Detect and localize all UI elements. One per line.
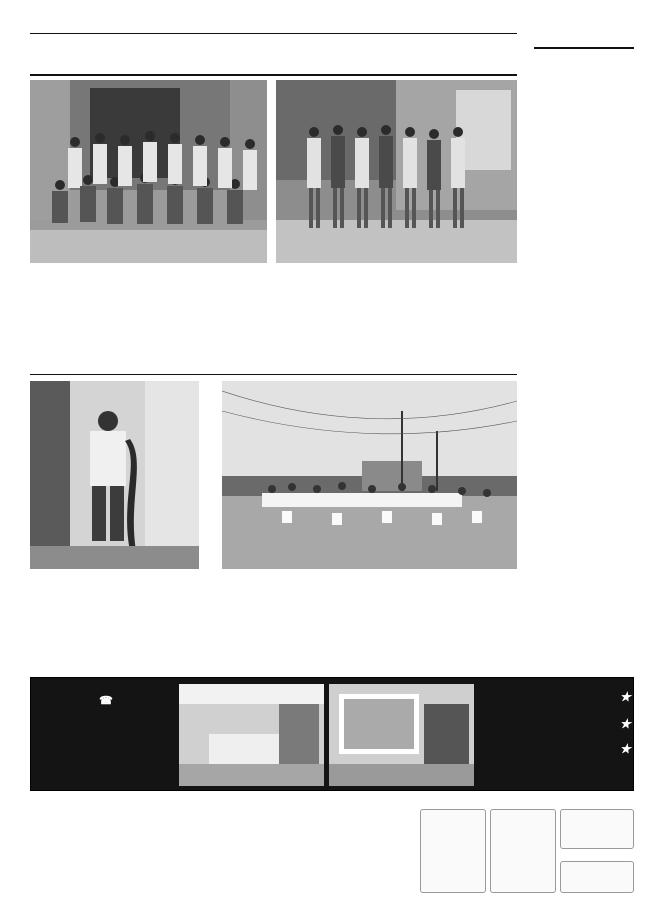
- service-item: ★: [619, 717, 631, 731]
- dental-advert[interactable]: [30, 677, 634, 791]
- divider: [30, 374, 517, 375]
- euro-box: [560, 861, 634, 893]
- photo-la-tejera: [222, 381, 517, 569]
- service-item: ★: [619, 742, 631, 756]
- advert-text: [37, 684, 175, 786]
- photo-conger: [30, 381, 199, 569]
- nacional-box: [560, 809, 634, 849]
- advert-services: [479, 684, 631, 786]
- clinic-photo-2: [329, 684, 474, 786]
- brand-rule: [30, 74, 517, 76]
- sidebar-title: [534, 47, 634, 49]
- top-rule: [30, 33, 517, 34]
- service-item: ★: [619, 690, 631, 704]
- gordo-box: [420, 809, 486, 893]
- clinic-photo-1: [179, 684, 324, 786]
- phone-sidebar: [534, 47, 634, 49]
- lottery-results: [30, 800, 634, 895]
- photo-journalists: [276, 80, 517, 263]
- photo-pilgrims: [30, 80, 267, 263]
- advert-phone: ☎: [99, 695, 113, 707]
